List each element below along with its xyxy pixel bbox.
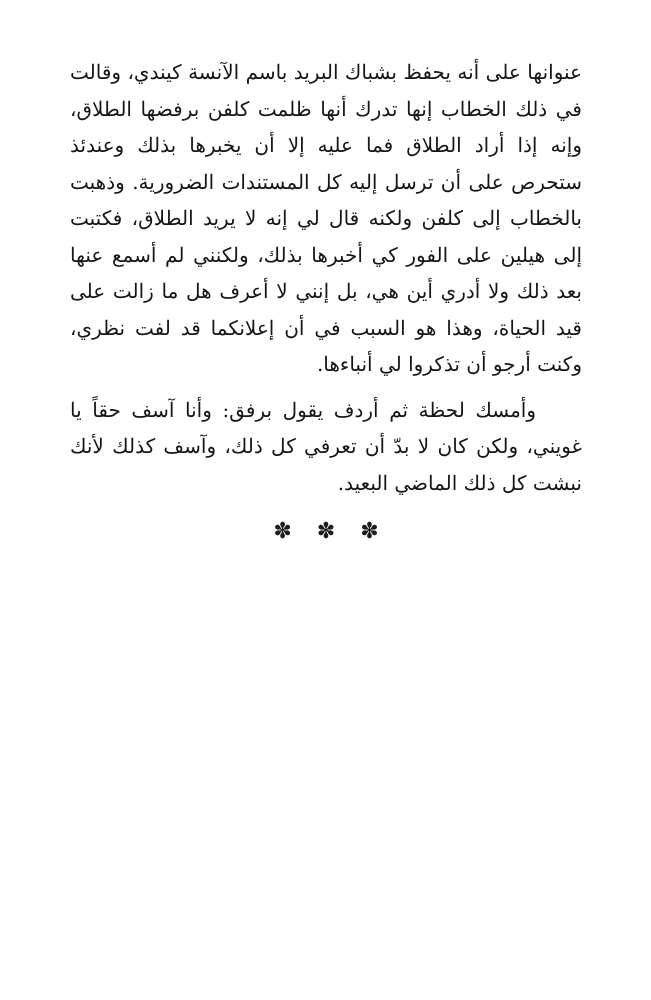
asterism-icon: ✽ — [273, 519, 292, 544]
asterism-icon: ✽ — [360, 519, 379, 544]
paragraph: عنوانها على أنه يحفظ بشباك البريد باسم الآنسة كيندي، وقالت في ذلك الخطاب إنها تدرك أنها ظلمت كلفن برفضها الطلاق، وإنه إذا أراد الطلاق فما عليه إلا أن يخبرها بذلك وعندئذ ستحرص على أن ترسل إليه كل المستندات الضرورية. وذهبت بالخطاب إلى كلفن ولكنه قال لي إنه لا يريد الطلاق، فكتبت إلى هيلين على الفور كي أخبرها بذلك، ولكنني لم أسمع عنها بعد ذلك ولا أدري أين هي، بل إنني لا أعرف هل ما زالت على قيد الحياة، وهذا هو السبب في أن إعلانكما قد لفت نظري، وكنت أرجو أن تذكروا لي أنباءها. — [70, 60, 583, 376]
book-page — [70, 54, 582, 544]
asterism-icon: ✽ — [316, 519, 336, 544]
section-break — [70, 519, 582, 544]
paragraph: وأمسك لحظة ثم أردف يقول برفق: وأنا آسف حقاً يا غويني، ولكن كان لا بدّ أن تعرفي كل ذلك، وآسف كذلك لأنك نبشت كل ذلك الماضي البعيد. — [70, 397, 582, 495]
